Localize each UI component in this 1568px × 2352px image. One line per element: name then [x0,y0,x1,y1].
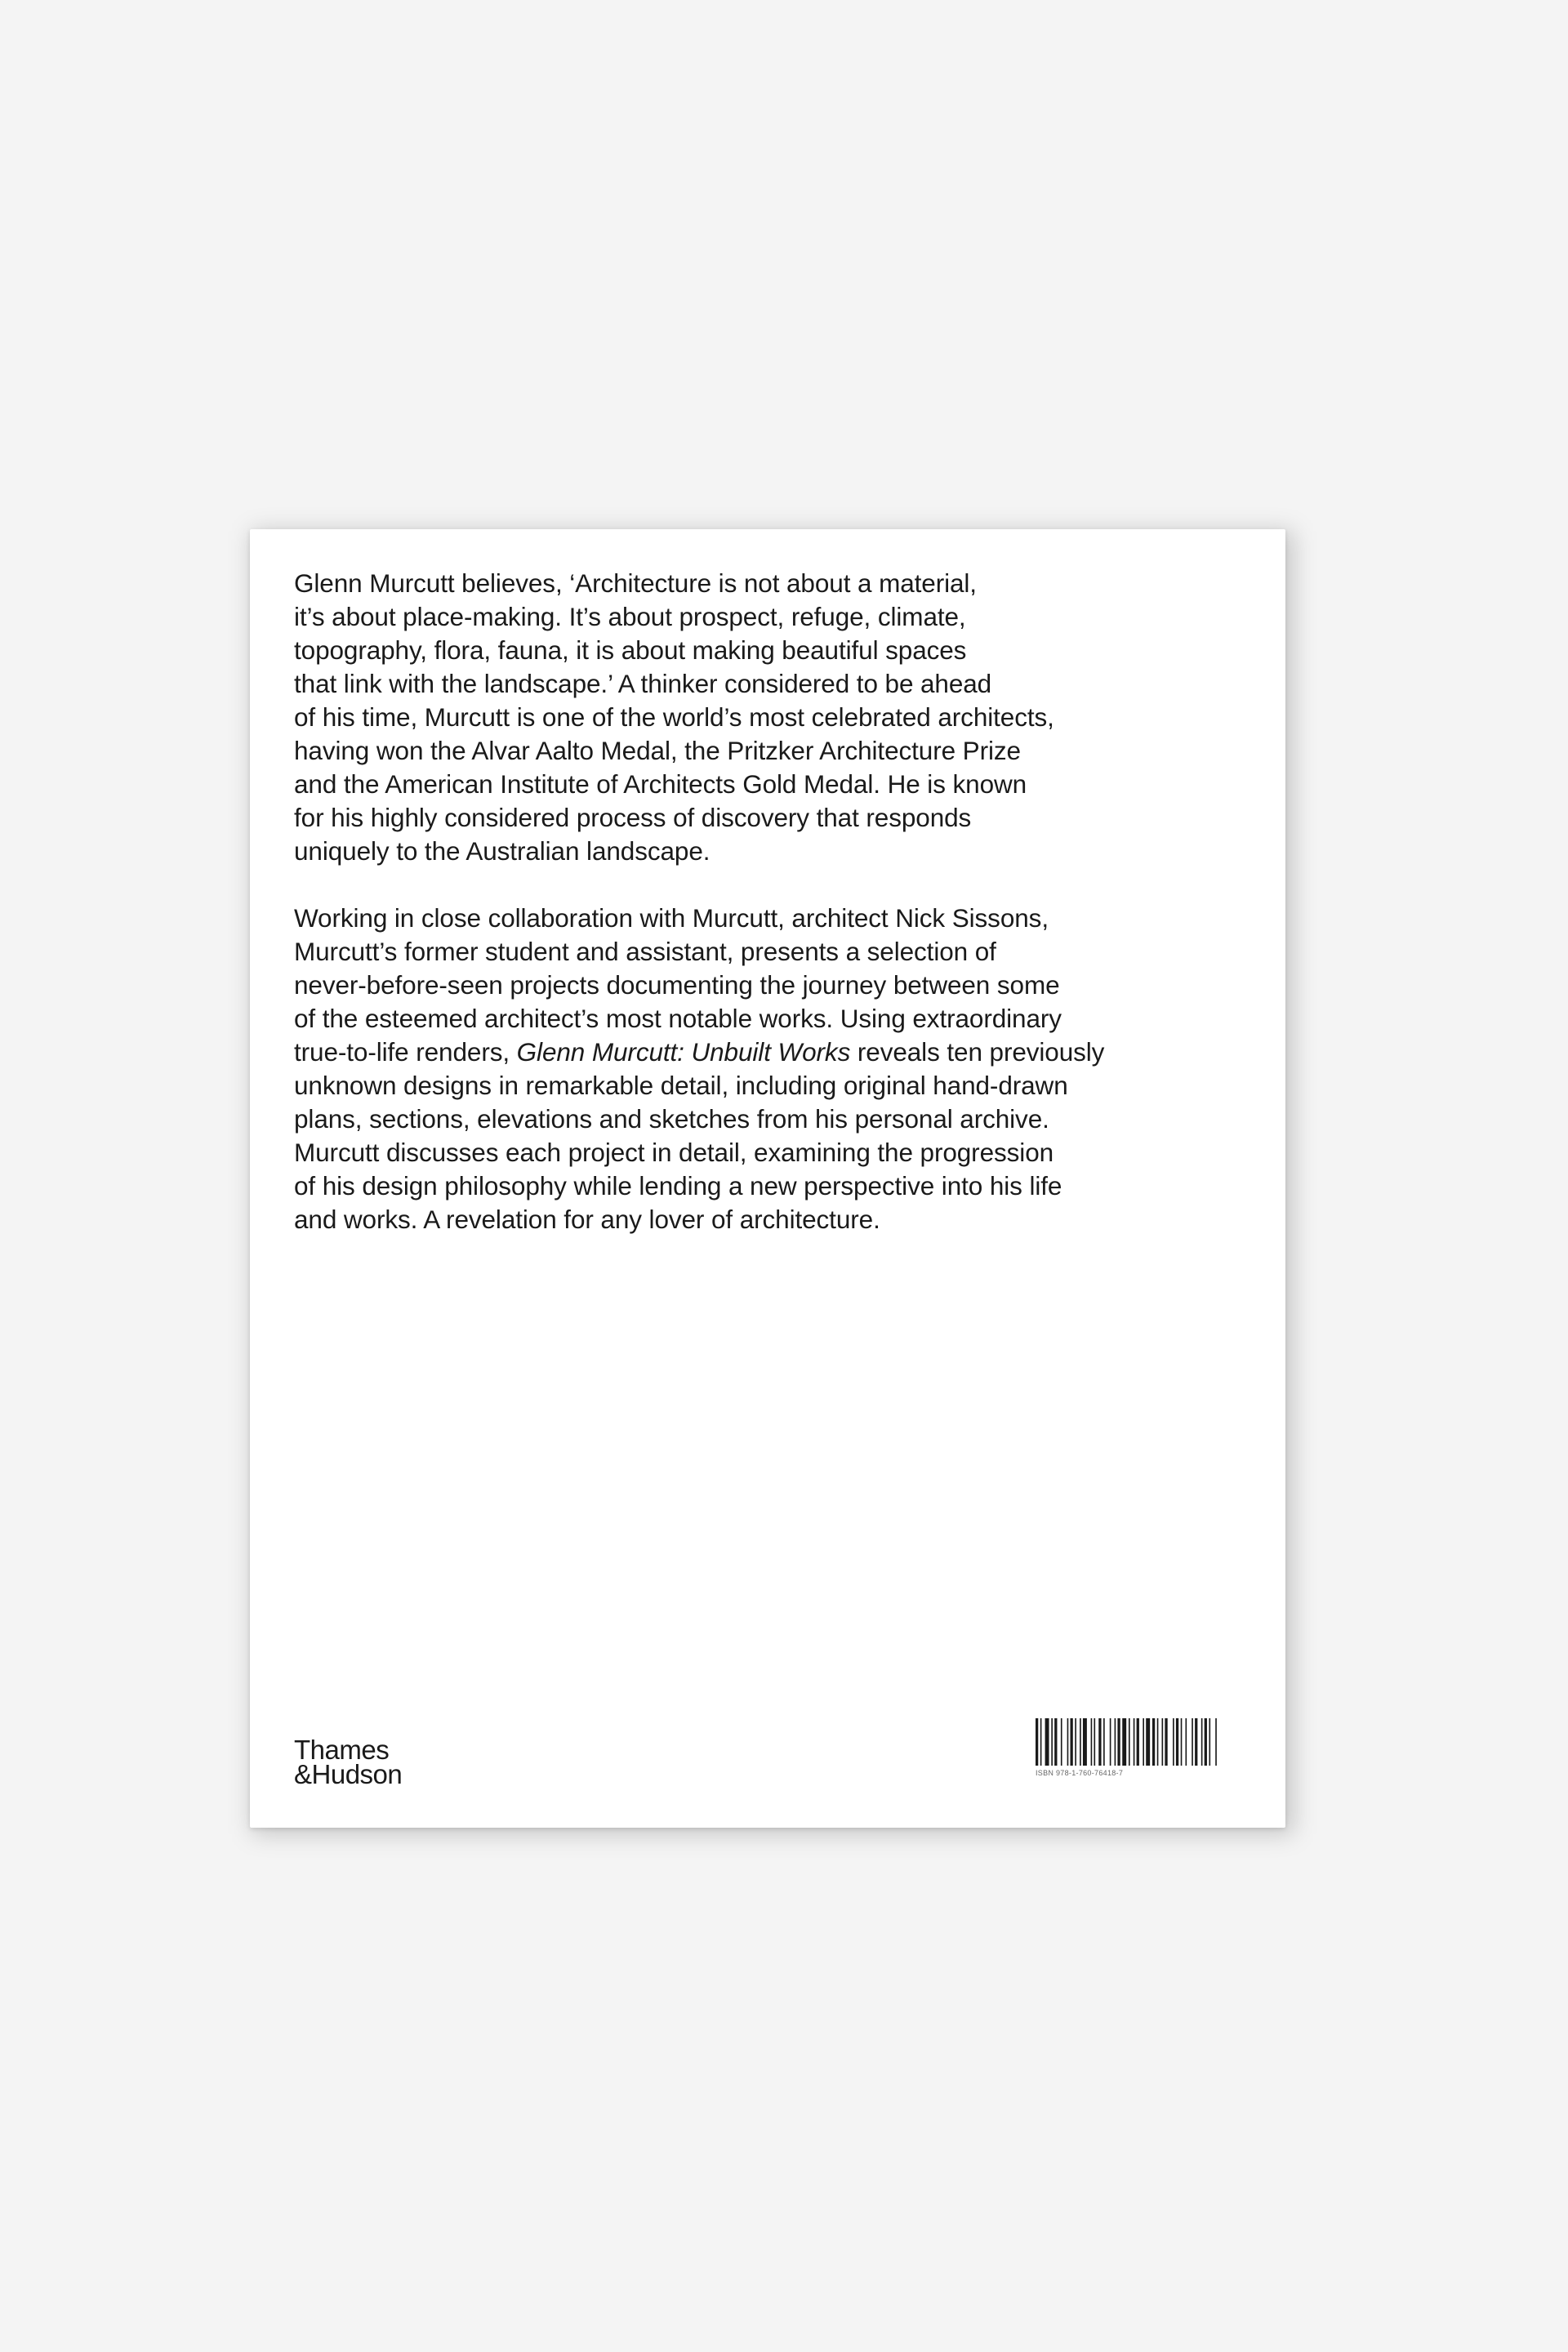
blurb-line: it’s about place-making. It’s about prospect, refuge, climate, [294,602,966,631]
blurb-line: Glenn Murcutt believes, ‘Architecture is not about a material, [294,568,977,598]
barcode-bar [1129,1718,1130,1766]
barcode-icon [1036,1718,1220,1766]
isbn-number: ISBN 978-1-760-76418-7 [1036,1769,1124,1777]
barcode-bar [1051,1718,1053,1766]
paragraph-gap [294,868,1225,902]
barcode-bar [1036,1718,1038,1766]
blurb-line: of his time, Murcutt is one of the world’s most celebrated architects, [294,702,1054,732]
barcode-bar [1083,1718,1087,1766]
barcode-bar [1195,1718,1197,1766]
publisher-logo-line-2: &Hudson [294,1759,403,1789]
barcode-bar [1162,1718,1164,1766]
barcode-bar [1075,1718,1076,1766]
barcode-bar [1098,1718,1101,1766]
barcode-bar [1061,1718,1062,1766]
barcode-bar [1157,1718,1159,1766]
barcode-bar [1040,1718,1042,1766]
publisher-logo [294,1735,403,1789]
blurb-line: having won the Alvar Aalto Medal, the Pritzker Architecture Prize [294,736,1021,765]
barcode-bar [1091,1718,1093,1766]
barcode-bar [1115,1718,1116,1766]
barcode-bar [1143,1718,1144,1766]
barcode-bar [1186,1718,1187,1766]
blurb-line: and the American Institute of Architects Gold Medal. He is known [294,769,1027,799]
barcode-bar [1067,1718,1069,1766]
barcode-bar [1215,1718,1217,1766]
barcode-bar [1165,1718,1167,1766]
blurb-line: of the esteemed architect’s most notable works. Using extraordinary [294,1004,1062,1033]
barcode-bar [1146,1718,1150,1766]
barcode-bar [1209,1718,1210,1766]
barcode-bar [1054,1718,1057,1766]
book-title-italic: Glenn Murcutt: Unbuilt Works [516,1037,851,1067]
barcode-bar [1137,1718,1139,1766]
barcode-bar [1152,1718,1155,1766]
blurb-line: that link with the landscape.’ A thinker considered to be ahead [294,669,992,698]
barcode-bar [1134,1718,1135,1766]
blurb-line: topography, flora, fauna, it is about making beautiful spaces [294,635,967,665]
publisher-logo-line-1: Thames [294,1735,390,1765]
barcode-bar [1173,1718,1174,1766]
blurb-line: of his design philosophy while lending a new perspective into his life [294,1171,1062,1200]
blurb-line: and works. A revelation for any lover of architecture. [294,1205,880,1234]
cover-blurb [294,567,1225,1236]
blurb-line: unknown designs in remarkable detail, including original hand-drawn [294,1071,1068,1100]
book-back-cover [250,529,1285,1828]
line-text-before: true-to-life renders, [294,1037,517,1067]
barcode-bar [1110,1718,1111,1766]
barcode-block [1036,1718,1223,1777]
blurb-line: uniquely to the Australian landscape. [294,836,710,866]
barcode-bar [1201,1718,1203,1766]
blurb-paragraph-1 [294,567,1225,868]
blurb-line: for his highly considered process of discovery that responds [294,803,972,832]
barcode-bar [1071,1718,1073,1766]
blurb-line: plans, sections, elevations and sketches from his personal archive. [294,1104,1049,1134]
barcode-bar [1117,1718,1120,1766]
blurb-line: never-before-seen projects documenting the journey between some [294,970,1060,1000]
barcode-bar [1176,1718,1178,1766]
barcode-bar [1094,1718,1095,1766]
blurb-line: Murcutt’s former student and assistant, presents a selection of [294,937,996,966]
barcode-bar [1045,1718,1049,1766]
barcode-bar [1192,1718,1193,1766]
barcode-bar [1205,1718,1207,1766]
blurb-line-with-title [294,1036,1225,1069]
barcode-bar [1122,1718,1126,1766]
barcode-bar [1103,1718,1105,1766]
barcode-bar [1080,1718,1081,1766]
barcode-bar [1181,1718,1183,1766]
blurb-paragraph-2 [294,902,1225,1236]
blurb-line: Murcutt discusses each project in detail, examining the progression [294,1138,1054,1167]
blurb-line: Working in close collaboration with Murcutt, architect Nick Sissons, [294,903,1049,933]
line-text-after: reveals ten previously [850,1037,1105,1067]
